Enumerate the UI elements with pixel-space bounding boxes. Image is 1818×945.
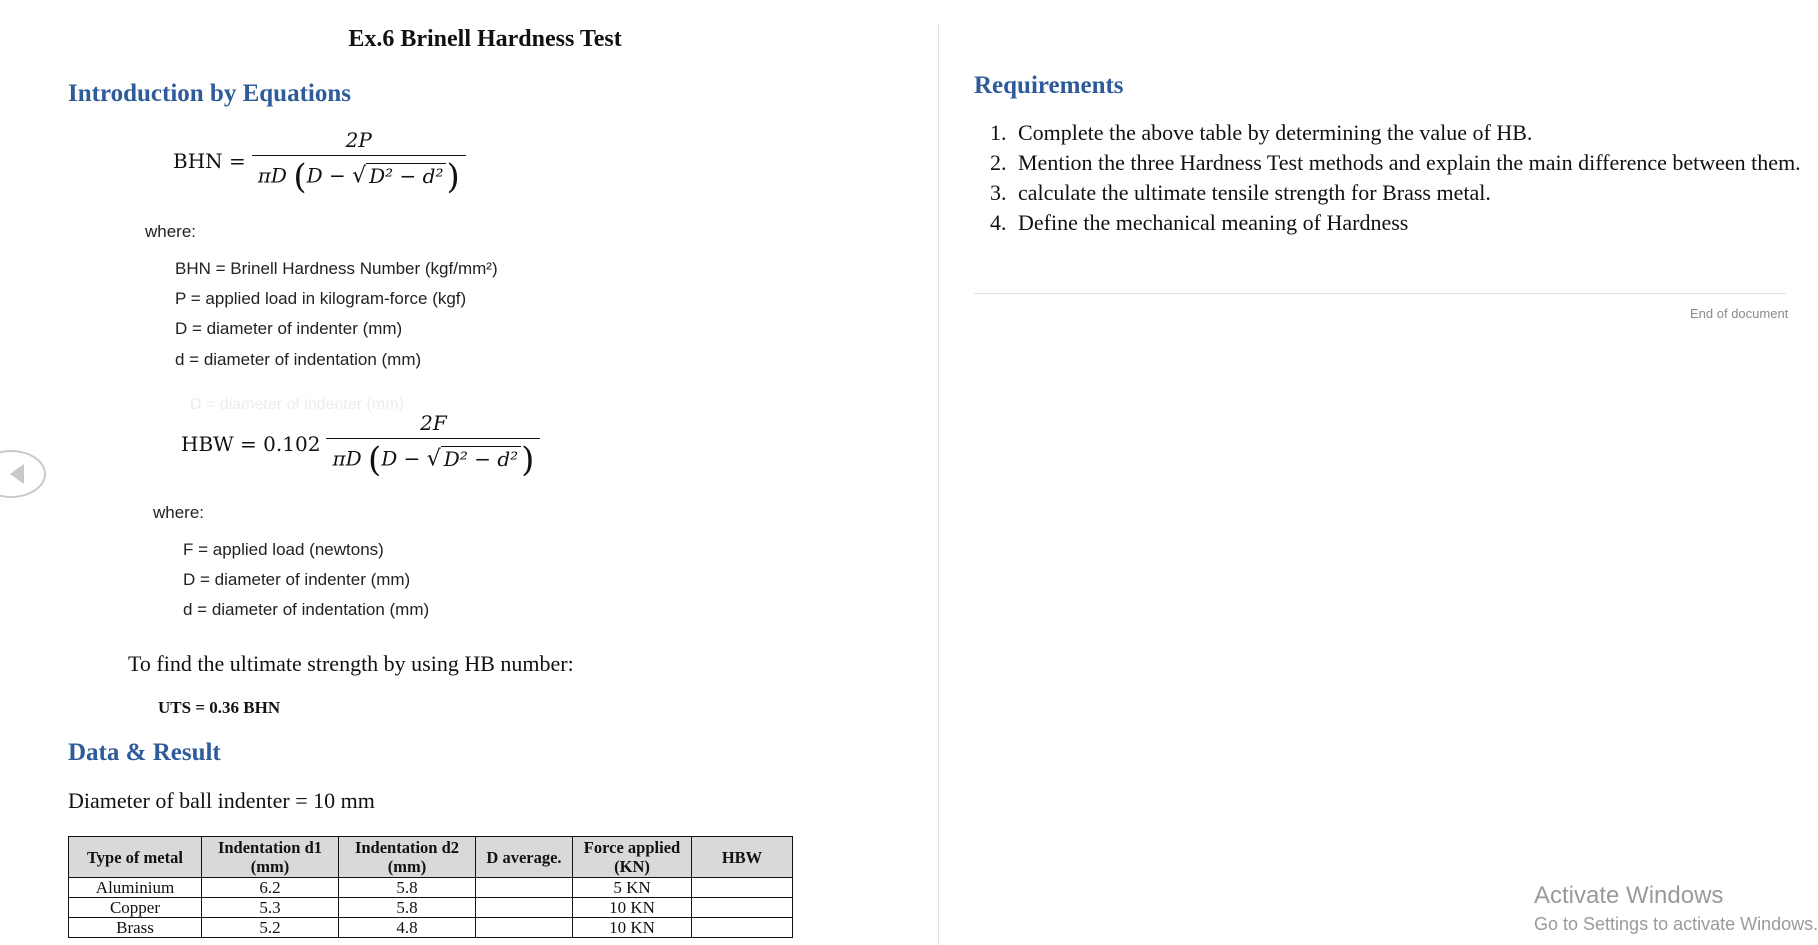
def-p: P = applied load in kilogram-force (kgf) (175, 289, 467, 308)
cell: Copper (69, 898, 202, 918)
bhn-denominator-prefix: πD (257, 163, 287, 188)
where-label-2: where: (153, 503, 205, 522)
hbw-inner: D − (381, 446, 421, 471)
cell (692, 898, 793, 918)
hbw-lhs: HBW = 0.102 (181, 432, 321, 456)
list-item: 2. Mention the three Hardness Test methods and explain the main difference between them. (1012, 148, 1812, 178)
def-d-indentation: d = diameter of indentation (mm) (175, 350, 422, 369)
previous-page-arrow-icon[interactable] (0, 450, 46, 498)
table-row (69, 918, 793, 938)
end-of-document-label: End of document (1690, 306, 1789, 321)
cell: 10 KN (573, 898, 692, 918)
def-d-indenter: D = diameter of indenter (mm) (175, 319, 403, 338)
cell (692, 918, 793, 938)
col-d-average: D average. (476, 837, 573, 878)
faded-text: D = diameter of indenter (mm) (190, 396, 404, 413)
cell: 10 KN (573, 918, 692, 938)
requirements-list (974, 118, 1812, 238)
bhn-formula: BHN = $\frac{2P}{\text{πD (D − √ D² − d²)}}$ (173, 128, 466, 194)
hbw-sqrt: D² − d² (441, 446, 521, 471)
table-row (69, 878, 793, 898)
uts-formula: UTS = 0.36 BHN (158, 698, 281, 717)
col-hbw: HBW (692, 837, 793, 878)
divider-line (974, 293, 1786, 294)
uts-intro-text: To find the ultimate strength by using HB number: (128, 651, 574, 676)
intro-heading: Introduction by Equations (68, 80, 351, 107)
right-page (939, 0, 1818, 945)
cell: 5 KN (573, 878, 692, 898)
bhn-sqrt: D² − d² (366, 163, 446, 188)
def-bhn: BHN = Brinell Hardness Number (kgf/mm²) (175, 259, 498, 278)
cell: Aluminium (69, 878, 202, 898)
cell (476, 878, 573, 898)
def-d-indenter-2: D = diameter of indenter (mm) (183, 570, 411, 589)
bhn-inner: D − (306, 163, 346, 188)
cell (692, 878, 793, 898)
table-header-row (69, 837, 793, 878)
list-item: 1. Complete the above table by determining the value of HB. (1012, 118, 1812, 148)
cell: 6.2 (202, 878, 339, 898)
cell: 5.8 (339, 878, 476, 898)
col-indentation-d1: Indentation d1 (mm) (202, 837, 339, 878)
cell: 4.8 (339, 918, 476, 938)
col-type-of-metal: Type of metal (69, 837, 202, 878)
list-item: 3. calculate the ultimate tensile strength for Brass metal. (1012, 178, 1812, 208)
cell: 5.8 (339, 898, 476, 918)
ball-diameter-text: Diameter of ball indenter = 10 mm (68, 788, 375, 813)
bhn-lhs: BHN = (173, 149, 246, 173)
hbw-denominator-prefix: πD (332, 446, 362, 471)
cell: 5.3 (202, 898, 339, 918)
table-row (69, 898, 793, 918)
def-d-indentation-2: d = diameter of indentation (mm) (183, 600, 430, 619)
hbw-formula: HBW = 0.102 $\frac{2F}{\text{πD (D − √ D² − d²)}}$ (181, 411, 540, 477)
col-indentation-d2: Indentation d2 (mm) (339, 837, 476, 878)
where-label-1: where: (145, 222, 197, 241)
results-table (68, 836, 793, 938)
activate-windows-watermark (1534, 882, 1818, 935)
activate-title: Activate Windows (1534, 882, 1724, 909)
cell: Brass (69, 918, 202, 938)
bhn-numerator: 2P (345, 128, 372, 152)
cell (476, 918, 573, 938)
cell: 5.2 (202, 918, 339, 938)
cell (476, 898, 573, 918)
data-result-heading: Data & Result (68, 739, 221, 766)
activate-subtitle: Go to Settings to activate Windows. (1534, 914, 1818, 934)
def-f: F = applied load (newtons) (183, 540, 384, 559)
document-title: Ex.6 Brinell Hardness Test (348, 26, 622, 52)
requirements-heading: Requirements (974, 72, 1124, 99)
list-item: 4. Define the mechanical meaning of Hardness (1012, 208, 1812, 238)
col-force-applied: Force applied (KN) (573, 837, 692, 878)
hbw-numerator: 2F (420, 411, 447, 435)
